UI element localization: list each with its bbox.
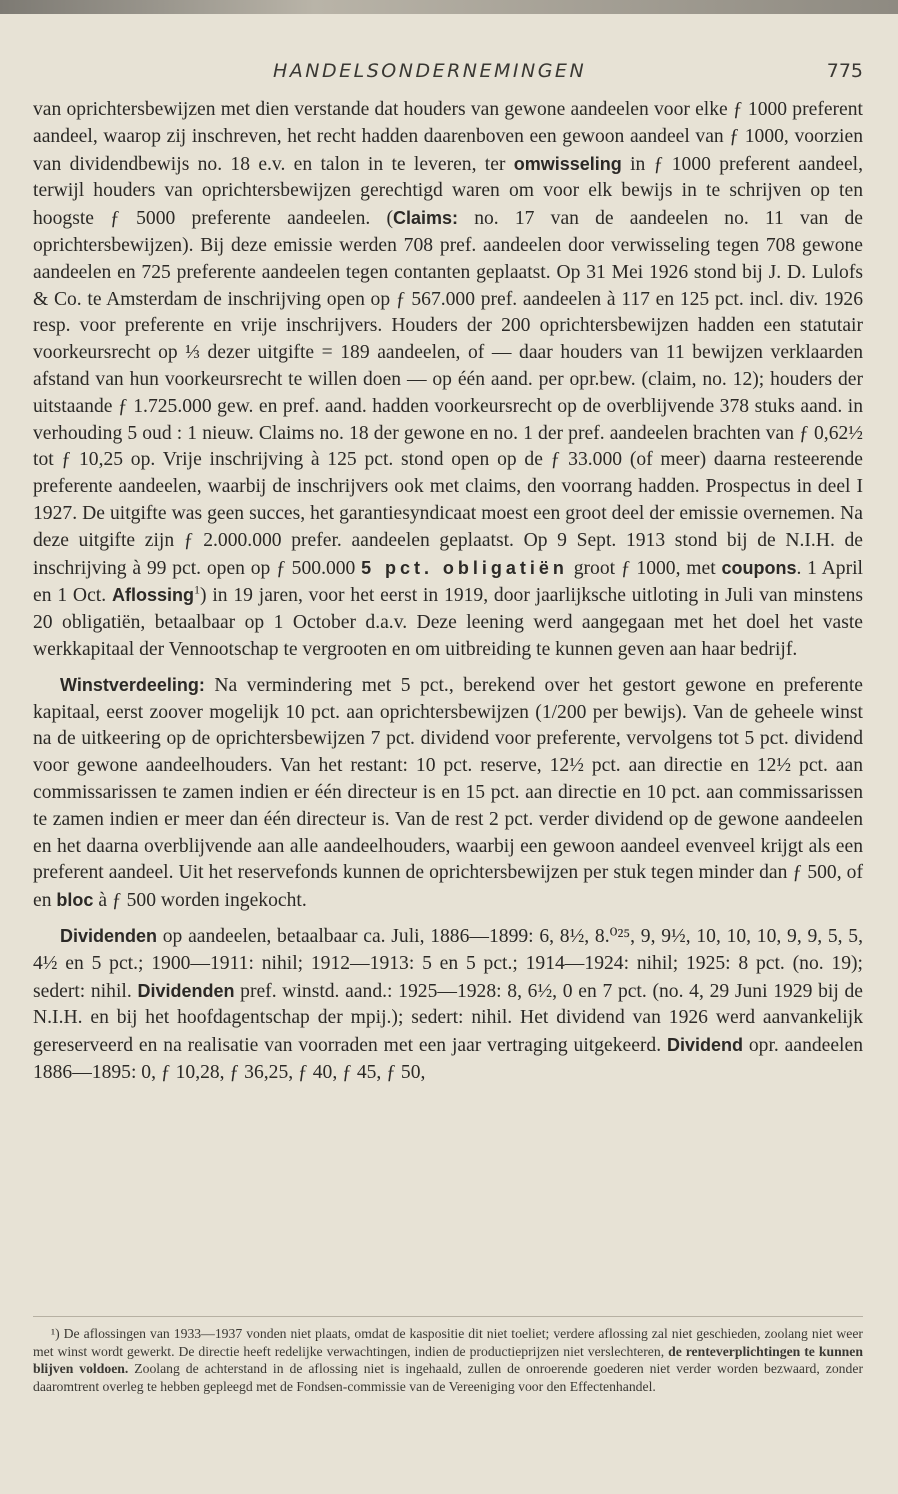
footnote-text [33, 1325, 863, 1395]
scan-edge [0, 0, 898, 14]
page-header [33, 60, 863, 90]
body-text [33, 97, 863, 1087]
text-run: no. 17 van de aandeelen no. 11 van de oprichtersbewijzen). Bij deze emissie werden 708 pref. aandeelen door verwisseling tegen 708 gewone aandeelen en 725 preferente aandeelen tegen contanten geplaatst. Op 31 Mei 1926 stond bij J. D. Lulofs & Co. te Amsterdam de inschrijving open op ƒ 567.000 pref. aandeelen à 117 en 125 pct. incl. div. 1926 resp. voor preferente en vrije inschrijvers. Houders der 200 oprichtersbewijzen hadden een statutair voorkeursrecht op ⅓ dezer uitgifte = 189 aandeelen, of — daar houders van 11 bewijzen verklaarden afstand van hun voorkeursrecht te willen doen — op één aand. per opr.bew. (claim, no. 12); houders der uitstaande ƒ 1.725.000 gew. en pref. aand. hadden voorkeursrecht op de overblijvende 378 stuks aand. in verhouding 5 oud : 1 nieuw. Claims no. 18 der gewone en no. 1 der pref. aandeelen brachten van ƒ 0,62½ tot ƒ 10,25 op. Vrije inschrijving à 125 pct. stond open op de ƒ 33.000 (of meer) daarna resteerende preferente aandeelen, waarbij de inschrijvers ook met claims, den voorrang hadden. Prospectus in deel I 1927. De uitgifte was geen succes, het garantiesyndicaat moest een groot deel der emissie overnemen. Na deze uitgifte zijn ƒ 2.000.000 prefer. aandeelen geplaatst. Op 9 Sept. 1913 stond bij de N.I.H. de inschrijving à 99 pct. open op ƒ 500.000 [33, 208, 863, 579]
text-run: van oprichtersbewijzen met dien verstande dat houders van gewone aandeelen voor elke ƒ 1000 preferent aandeel, waarop zij inschreven, het recht hadden daarenboven een gewoon aandeel van ƒ 1000, voorzien van dividendbewijs no. 18 e.v. en talon in te leveren, ter [33, 99, 863, 175]
footnote [33, 1325, 863, 1395]
running-title: HANDELSONDERNEMINGEN [273, 60, 587, 82]
bold-term-dividend: Dividend [667, 1035, 744, 1056]
paragraph-continuation [33, 97, 863, 664]
bold-term-coupons: coupons [721, 557, 797, 578]
text-run: ¹) De aflossingen van 1933—1937 vonden niet plaats, omdat de kaspositie dit niet toeliet; verdere aflossing zal niet geschieden, zoolang niet weer met winst wordt gewerkt. De directie heeft redelijke verwachtingen, indien de productieprijzen niet verslechteren, [33, 1326, 863, 1359]
text-run: Na vermindering met 5 pct., berekend over het gestort gewone en preferente kapitaal, eerst zoover mogelijk 10 pct. aan oprichtersbewijzen (1/200 per bewijs). Van de geheele winst na de uitkeering op de oprichtersbewijzen 7 pct. dividend voor preferente, vervolgens tot 5 pct. dividend voor gewone aandeelhouders. Van het restant: 10 pct. reserve, 12½ pct. aan directie en 12½ pct. aan commissarissen te zamen indien er één directeur is en 15 pct. aan directie en 10 pct. aan commissarissen te zamen indien er meer dan één directeur is. Van de rest 2 pct. verder dividend op de gewone aandeelen en het daarna overblijvende aan alle aandeelhouders, waarbij een gewoon aandeel evenveel krijgt als een preferent aandeel. Uit het reservefonds kunnen de oprichtersbewijzen per stuk tegen minder dan ƒ 500, of en [33, 674, 863, 912]
text-run: op aandeelen, betaalbaar ca. Juli, 1886—1899: 6, 8½, 8.⁰²⁵, 9, 9½, 10, 10, 10, 9, 9, 5, 5, 4½ en 5 pct.; 1900—1911: nihil; 1912—1913: 5 en 5 pct.; 1914—1924: nihil; 1925: 8 pct. (no. 19); sedert: nihil. [33, 925, 863, 1002]
section-heading-winstverdeeling: Winstverdeeling: [60, 674, 205, 695]
page-number: 775 [826, 60, 863, 82]
section-heading-dividenden: Dividenden [60, 925, 158, 946]
footnote-divider [33, 1316, 863, 1317]
paragraph-winstverdeeling [33, 672, 863, 915]
text-run: . 1 April en 1 Oct. [33, 557, 863, 607]
text-run: in ƒ 1000 preferent aandeel, terwijl houders van oprichtersbewijzen gerechtigd waren om voor elk bewijs in te schrijven op ten hoogste ƒ 5000 preferente aandeelen. ( [33, 153, 863, 230]
bold-term-bloc: bloc [56, 890, 94, 911]
text-run: ) in 19 jaren, voor het eerst in 1919, door jaarlijksche uitloting in Juli van minstens 20 obligatiën, betaalbaar op 1 October d.a.v. Deze leening werd aangegaan met het doel het vaste werkkapitaal der Vennootschap te vergrooten en om uitbreiding te kunnen geven aan haar bedrijf. [33, 585, 863, 660]
spaced-term-obligaties: 5 pct. obligatiën [361, 557, 568, 578]
text-run: Zoolang de achterstand in de aflossing niet is ingehaald, zullen de onroerende goederen niet verder worden bezwaard, zonder daaromtrent overleg te hebben gepleegd met de Fondsen-commissie van de Vereeniging voor den Effectenhandel. [33, 1361, 863, 1394]
text-run: à ƒ 500 worden ingekocht. [93, 890, 307, 912]
text-run: opr. aandeelen 1886—1895: 0, ƒ 10,28, ƒ 36,25, ƒ 40, ƒ 45, ƒ 50, [33, 1035, 863, 1083]
bold-term-omwisseling: omwisseling [513, 153, 622, 174]
paragraph-dividenden [33, 923, 863, 1087]
text-run: groot ƒ 1000, met [567, 557, 722, 579]
bold-term-dividenden: Dividenden [137, 980, 235, 1001]
bold-term-claims: Claims: [393, 208, 459, 229]
text-run: pref. winstd. aand.: 1925—1928: 8, 6½, 0 en 7 pct. (no. 4, 29 Juni 1929 bij de N.I.H. en bij het hoofdagentschap der mpij.); sedert: nihil. Het dividend van 1926 werd aanvankelijk gereserveerd en na realisatie van voorraden met een jaar vertraging uitgekeerd. [33, 980, 863, 1057]
footnote-reference: 1 [193, 582, 200, 597]
footnote-bold-phrase: de renteverplichtingen te kunnen blijven voldoen. [33, 1343, 863, 1376]
bold-term-aflossing: Aflossing [111, 585, 194, 606]
